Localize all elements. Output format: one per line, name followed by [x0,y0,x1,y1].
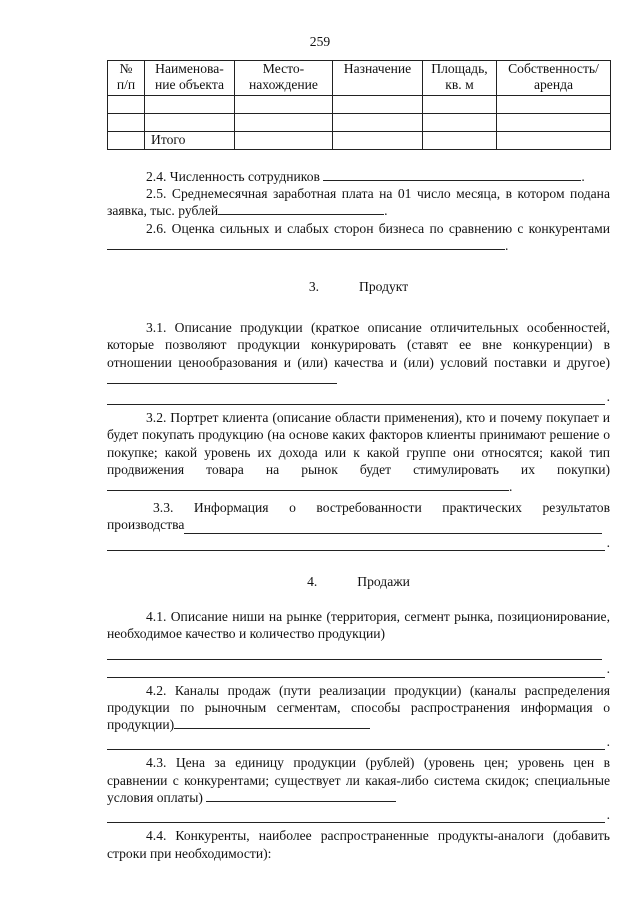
item-4-2: 4.2. Каналы продаж (пути реализации продукции) (каналы распределения продукции по рыночным сегментам, способы распространения информация о продукции) [107,682,610,733]
answer-field-3-2[interactable] [107,478,509,491]
section-title-product: 3. Продукт [308,279,409,295]
section-title-sales: 4. Продажи [307,573,410,589]
item-3-1: 3.1. Описание продукции (краткое описание отличительных особенностей, которые позволяют продукции конкурировать (ставят ее вне конкуренции) в отношении ценообразования и (или) качества и (или) условий поставки и другое) [107,319,610,388]
item-3-2: 3.2. Портрет клиента (описание области применения), кто и почему покупает и будет покупать продукцию (на основе каких факторов клиенты принимают решение о покупке; какой уровень их дохода или к какой группе они относятся; какой тип продвижения товара на рынок будет стимулировать их покупки) . [107,410,610,495]
table-header-cell: № п/п [108,61,145,96]
answer-line-3-1[interactable] [107,391,605,405]
item-4-4: 4.4. Конкуренты, наиболее распространенные продукты-аналоги (добавить строки при необходимости): [107,828,610,861]
answer-line-3-3b[interactable] [107,537,605,551]
item-2-5: 2.5. Среднемесячная заработная плата на 01 число месяца, в котором подана заявка, тыс. рублей . [107,186,610,219]
table-row [108,114,611,132]
table-header-cell: Собственность/ аренда [497,61,611,96]
form-body: 2.4. Численность сотрудников . 2.5. Среднемесячная заработная плата на 01 число месяца, в котором подана заявка, тыс. рублей . 2.6. Оценка сильных и слабых сторон бизнеса по сравнению с конкурентами . 3. Продукт 3.1. Описание продукции (краткое описание отличительных особенностей, которые позволяют продукции конкурировать (ставят ее вне конкуренции) в отношении ценообразования и (или) качества и (или) условий поставки и другое) . 3.2. Портрет клиента (описание области применения), кто и почему покупает и будет покупать продукцию (на основе каких факторов клиенты принимают решение о покупке; какой уровень их дохода или к какой группе они относятся; какой тип продвижения товара на рынок будет стимулировать их покупки) . 3.3. Информация о востребованности практических результатов производства . 4. Продажи 4.1. Описание ниши на рынке (территория, сегмент рынка, позиционирование, необходимое качество и количество продукции) . 4.2. Каналы продаж (пути реализации продукции) (каналы распределения продукции по рыночным сегментам, способы распространения информация о продукции) . 4.3. Цена за единицу продукции (рублей) (уровень цен; уровень цен в сравнении с конкурентами; существует ли какая-либо система скидок; специальные условия оплаты) . 4.4. Конкуренты, наиболее распространенные продукты-аналоги (добавить строки при необходимости): [107,169,610,861]
answer-line-3-3[interactable] [184,520,602,534]
answer-line-4-1[interactable] [107,646,602,660]
item-2-4: 2.4. Численность сотрудников . [146,169,585,184]
item-3-3: 3.3. Информация о востребованности практических результатов [153,500,610,516]
answer-field-4-2[interactable] [174,716,370,729]
table-row [108,96,611,114]
table-header-cell: Площадь, кв. м [423,61,497,96]
item-4-3: 4.3. Цена за единицу продукции (рублей) (уровень цен; уровень цен в сравнении с конкурентами; существует ли какая-либо система скидок; специальные условия оплаты) [107,755,610,805]
table-header-cell: Место- нахождение [235,61,333,96]
answer-field-2-5[interactable] [218,202,384,215]
answer-field-2-6[interactable] [107,237,505,250]
answer-line-4-3[interactable] [107,809,605,823]
answer-line-4-1b[interactable] [107,664,605,678]
item-2-6: 2.6. Оценка сильных и слабых сторон бизнеса по сравнению с конкурентами . [107,220,610,254]
objects-table [107,60,611,150]
answer-field-4-3[interactable] [206,789,396,802]
table-header-row [108,61,611,96]
answer-field-2-4[interactable] [323,168,581,181]
page-number: 259 [309,34,331,49]
item-4-1: 4.1. Описание ниши на рынке (территория, сегмент рынка, позиционирование, необходимое качество и количество продукции) [107,609,610,642]
table-header-cell: Наименова- ние объекта [145,61,235,96]
answer-line-4-2[interactable] [107,736,605,750]
answer-field-3-1[interactable] [107,371,337,384]
total-label: Итого [145,132,235,150]
table-total-row [108,132,611,150]
table-header-cell: Назначение [333,61,423,96]
